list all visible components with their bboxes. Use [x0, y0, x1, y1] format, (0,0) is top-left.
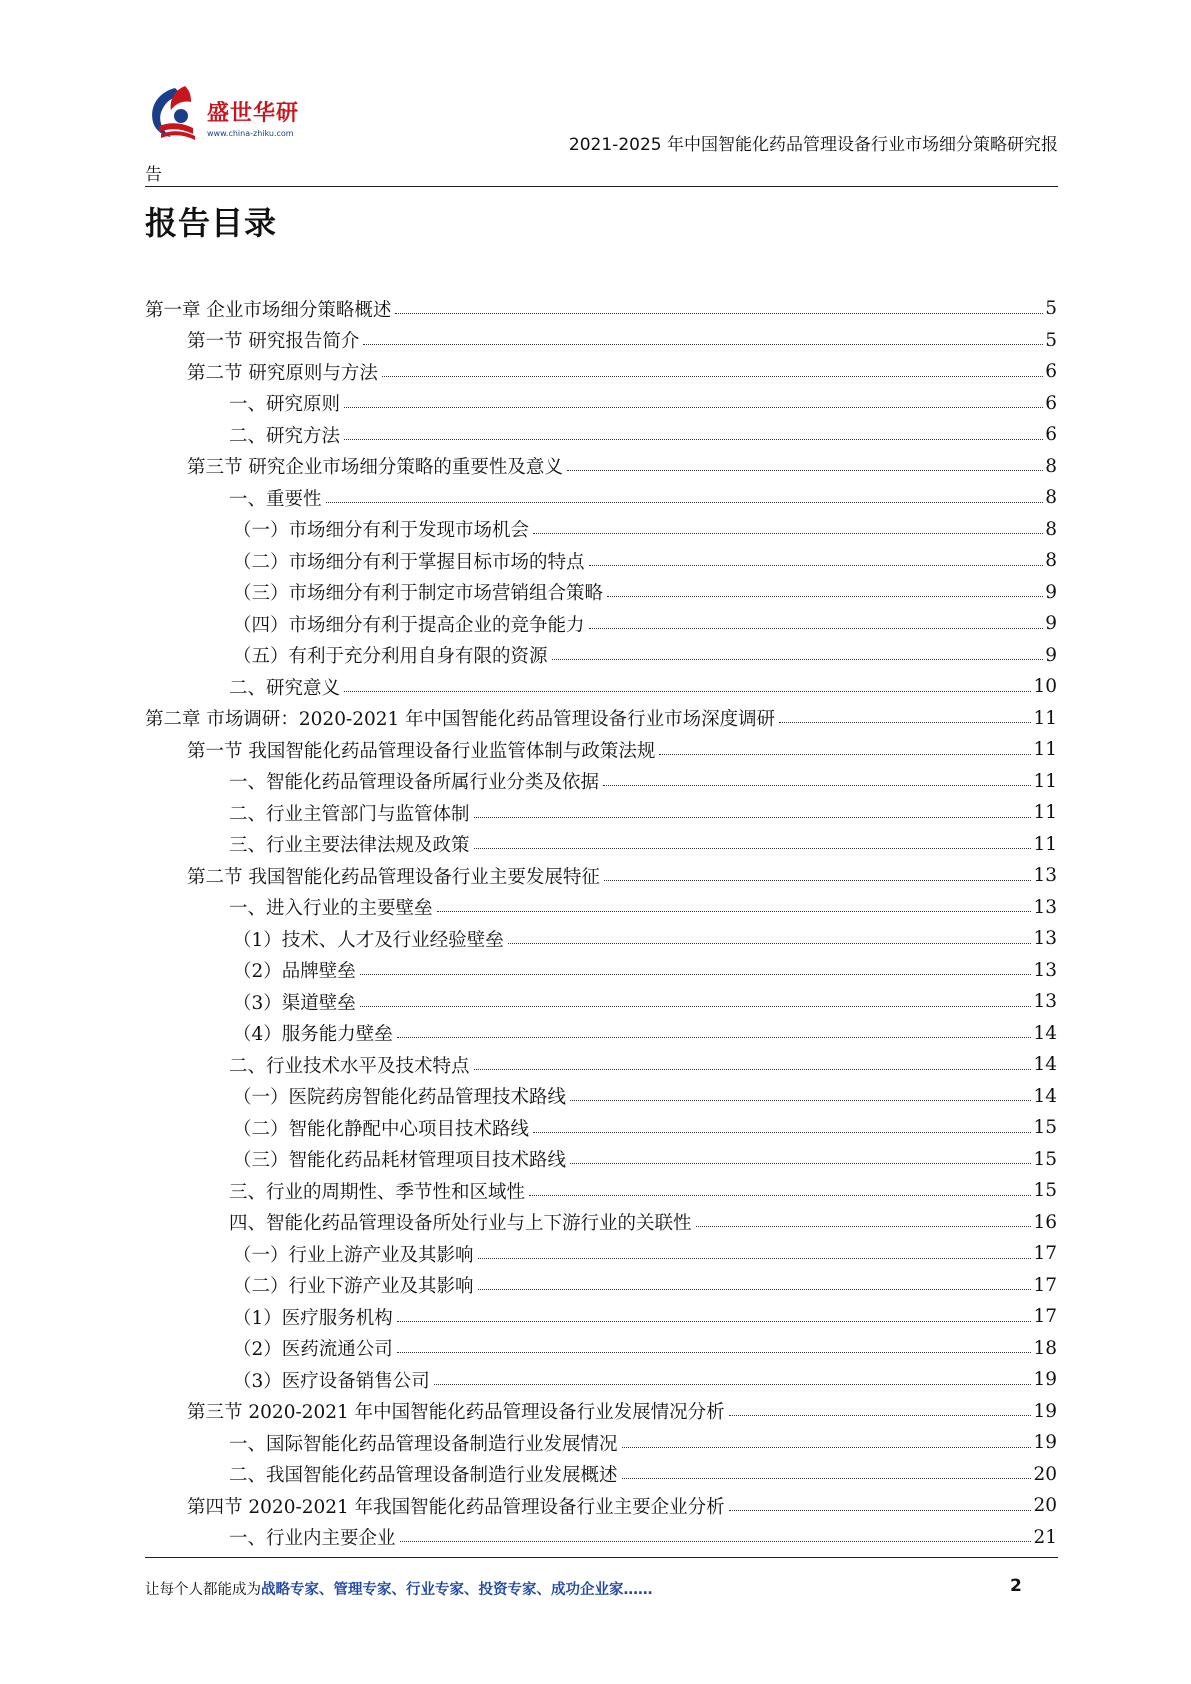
logo-name: 盛世华研: [207, 101, 300, 126]
toc-entry-page: 11: [1033, 770, 1057, 792]
toc-entry-title: 第二节 研究原则与方法: [187, 362, 378, 384]
toc-entry-title: 二、行业技术水平及技术特点: [229, 1055, 470, 1077]
toc-dot-leader: [533, 1131, 1031, 1133]
toc-dot-leader: [434, 1383, 1032, 1385]
toc-entry-page: 13: [1033, 959, 1057, 981]
toc-entry[interactable]: [145, 293, 1057, 325]
toc-entry-page: 15: [1033, 1148, 1057, 1170]
toc-entry[interactable]: [145, 577, 1057, 609]
toc-entry[interactable]: [145, 356, 1057, 388]
toc-entry-page: 6: [1045, 361, 1057, 383]
toc-entry[interactable]: [145, 1144, 1057, 1176]
toc-entry[interactable]: [145, 1081, 1057, 1113]
toc-dot-leader: [779, 721, 1031, 723]
toc-dot-leader: [326, 501, 1044, 503]
toc-entry[interactable]: [145, 388, 1057, 420]
toc-entry-title: 第三节 2020-2021 年中国智能化药品管理设备行业发展情况分析: [187, 1402, 725, 1424]
toc-entry[interactable]: [145, 1459, 1057, 1491]
toc-dot-leader: [589, 627, 1044, 629]
toc-dot-leader: [478, 1257, 1032, 1259]
logo-emblem-icon: [145, 82, 205, 144]
toc-entry-page: 5: [1045, 329, 1057, 351]
toc-entry-title: （1）技术、人才及行业经验壁垒: [233, 929, 504, 951]
toc-entry-title: 一、国际智能化药品管理设备制造行业发展情况: [229, 1433, 618, 1455]
toc-entry-title: 四、智能化药品管理设备所处行业与上下游行业的关联性: [229, 1213, 692, 1235]
toc-entry-title: （一）市场细分有利于发现市场机会: [233, 520, 530, 542]
toc-entry-title: 第二章 市场调研：2020-2021 年中国智能化药品管理设备行业市场深度调研: [145, 709, 776, 731]
company-logo: [145, 82, 315, 150]
footer-slogan-prefix: 让每个人都能成为: [145, 1582, 261, 1598]
toc-dot-leader: [397, 1351, 1032, 1353]
toc-entry[interactable]: [145, 734, 1057, 766]
toc-dot-leader: [607, 595, 1043, 597]
toc-entry-title: （二）智能化静配中心项目技术路线: [233, 1118, 530, 1140]
toc-entry-title: （二）行业下游产业及其影响: [233, 1276, 474, 1298]
footer-slogan: [145, 1578, 653, 1599]
toc-dot-leader: [360, 1005, 1032, 1007]
report-title: 2021-2025 年中国智能化药品管理设备行业市场细分策略研究报: [568, 135, 1058, 155]
toc-entry-page: 20: [1033, 1463, 1057, 1485]
toc-entry[interactable]: [145, 325, 1057, 357]
toc-entry[interactable]: [145, 923, 1057, 955]
toc-entry[interactable]: [145, 545, 1057, 577]
toc-entry-title: 第二节 我国智能化药品管理设备行业主要发展特征: [187, 866, 600, 888]
toc-entry[interactable]: [145, 797, 1057, 829]
toc-entry-title: （三）智能化药品耗材管理项目技术路线: [233, 1150, 567, 1172]
toc-entry-title: 第四节 2020-2021 年我国智能化药品管理设备行业主要企业分析: [187, 1496, 725, 1518]
toc-entry-page: 17: [1033, 1274, 1057, 1296]
toc-entry[interactable]: [145, 1301, 1057, 1333]
toc-dot-leader: [344, 690, 1031, 692]
toc-entry-title: （3）渠道壁垒: [233, 992, 356, 1014]
toc-entry-title: （五）有利于充分利用自身有限的资源: [233, 646, 548, 668]
toc-entry-title: 二、研究意义: [229, 677, 341, 699]
toc-entry-page: 13: [1033, 896, 1057, 918]
toc-entry[interactable]: [145, 766, 1057, 798]
toc-entry-title: 一、研究原则: [229, 394, 341, 416]
toc-entry-title: （4）服务能力壁垒: [233, 1024, 393, 1046]
toc-entry-page: 16: [1033, 1211, 1057, 1233]
toc-entry-title: （2）品牌壁垒: [233, 961, 356, 983]
toc-dot-leader: [400, 1540, 1032, 1542]
toc-dot-leader: [533, 532, 1043, 534]
toc-entry[interactable]: [145, 1175, 1057, 1207]
toc-dot-leader: [659, 753, 1031, 755]
toc-dot-leader: [478, 1288, 1032, 1290]
toc-dot-leader: [570, 1162, 1031, 1164]
toc-entry[interactable]: [145, 419, 1057, 451]
page-heading: 报告目录: [145, 204, 278, 242]
toc-entry-title: 第三节 研究企业市场细分策略的重要性及意义: [187, 457, 563, 479]
toc-dot-leader: [622, 1446, 1032, 1448]
toc-entry-page: 9: [1045, 613, 1057, 635]
footer-slogan-highlight: 战略专家、管理专家、行业专家、投资专家、成功企业家……: [261, 1582, 653, 1598]
toc-dot-leader: [529, 1194, 1031, 1196]
toc-entry[interactable]: [145, 829, 1057, 861]
toc-dot-leader: [474, 847, 1032, 849]
toc-entry-page: 8: [1045, 455, 1057, 477]
toc-dot-leader: [397, 1320, 1032, 1322]
toc-entry-title: （三）市场细分有利于制定市场营销组合策略: [233, 583, 604, 605]
toc-entry[interactable]: [145, 1427, 1057, 1459]
toc-dot-leader: [570, 1099, 1031, 1101]
page-number: 2: [1010, 1576, 1022, 1596]
toc-entry-page: 17: [1033, 1306, 1057, 1328]
toc-entry[interactable]: [145, 640, 1057, 672]
toc-entry[interactable]: [145, 892, 1057, 924]
toc-dot-leader: [552, 658, 1044, 660]
toc-entry-page: 6: [1045, 392, 1057, 414]
toc-dot-leader: [474, 816, 1032, 818]
toc-entry[interactable]: [145, 1333, 1057, 1365]
toc-entry[interactable]: [145, 1238, 1057, 1270]
toc-entry-title: （1）医疗服务机构: [233, 1307, 393, 1329]
toc-entry[interactable]: [145, 1364, 1057, 1396]
toc-entry[interactable]: [145, 1270, 1057, 1302]
toc-entry[interactable]: [145, 1049, 1057, 1081]
toc-entry-title: 一、进入行业的主要壁垒: [229, 898, 433, 920]
toc-entry-page: 13: [1033, 928, 1057, 950]
toc-entry-page: 11: [1033, 739, 1057, 761]
toc-entry-title: 一、行业内主要企业: [229, 1528, 396, 1550]
toc-entry-page: 14: [1033, 1022, 1057, 1044]
toc-dot-leader: [395, 312, 1043, 314]
toc-entry-page: 15: [1033, 1180, 1057, 1202]
toc-entry[interactable]: [145, 1396, 1057, 1428]
toc-dot-leader: [397, 1036, 1032, 1038]
toc-entry-title: 第一节 研究报告简介: [187, 331, 360, 353]
toc-dot-leader: [344, 406, 1043, 408]
toc-entry[interactable]: [145, 1207, 1057, 1239]
toc-entry-title: 二、行业主管部门与监管体制: [229, 803, 470, 825]
report-title-continuation: 告: [145, 165, 162, 185]
toc-entry-page: 20: [1033, 1495, 1057, 1517]
toc-entry-page: 17: [1033, 1243, 1057, 1265]
table-of-contents: [145, 293, 1057, 1553]
toc-entry-page: 11: [1033, 833, 1057, 855]
toc-entry-page: 14: [1033, 1054, 1057, 1076]
toc-dot-leader: [363, 343, 1043, 345]
toc-dot-leader: [589, 564, 1044, 566]
toc-dot-leader: [382, 375, 1043, 377]
toc-entry-title: （2）医药流通公司: [233, 1339, 393, 1361]
page-header: [145, 82, 1058, 190]
toc-entry-title: （一）行业上游产业及其影响: [233, 1244, 474, 1266]
logo-url: www.china-zhiku.com: [207, 129, 294, 138]
toc-dot-leader: [729, 1509, 1032, 1511]
toc-entry-page: 9: [1045, 581, 1057, 603]
toc-entry-page: 19: [1033, 1369, 1057, 1391]
toc-entry-title: 第一节 我国智能化药品管理设备行业监管体制与政策法规: [187, 740, 656, 762]
toc-entry-page: 8: [1045, 487, 1057, 509]
toc-entry[interactable]: [145, 514, 1057, 546]
toc-entry-page: 11: [1033, 707, 1057, 729]
toc-entry-page: 8: [1045, 518, 1057, 540]
toc-entry-page: 14: [1033, 1085, 1057, 1107]
toc-entry-title: （四）市场细分有利于提高企业的竞争能力: [233, 614, 585, 636]
toc-entry-page: 6: [1045, 424, 1057, 446]
toc-dot-leader: [508, 942, 1032, 944]
toc-entry-page: 19: [1033, 1400, 1057, 1422]
toc-entry[interactable]: [145, 608, 1057, 640]
toc-entry-title: （二）市场细分有利于掌握目标市场的特点: [233, 551, 585, 573]
toc-entry[interactable]: [145, 1522, 1057, 1554]
toc-entry-page: 18: [1033, 1337, 1057, 1359]
toc-entry-page: 5: [1045, 298, 1057, 320]
toc-entry-title: 三、行业主要法律法规及政策: [229, 835, 470, 857]
toc-dot-leader: [604, 879, 1032, 881]
toc-entry[interactable]: [145, 1112, 1057, 1144]
toc-entry[interactable]: [145, 703, 1057, 735]
toc-dot-leader: [360, 973, 1032, 975]
toc-dot-leader: [729, 1414, 1032, 1416]
toc-entry-page: 21: [1033, 1526, 1057, 1548]
toc-dot-leader: [622, 1477, 1032, 1479]
toc-entry-page: 8: [1045, 550, 1057, 572]
toc-entry-page: 19: [1033, 1432, 1057, 1454]
toc-dot-leader: [474, 1068, 1032, 1070]
toc-entry[interactable]: [145, 986, 1057, 1018]
toc-dot-leader: [603, 784, 1031, 786]
toc-entry-page: 9: [1045, 644, 1057, 666]
toc-entry-page: 13: [1033, 991, 1057, 1013]
toc-entry-title: 二、研究方法: [229, 425, 341, 447]
toc-entry-page: 10: [1033, 676, 1057, 698]
header-divider: [145, 186, 1058, 187]
toc-entry[interactable]: [145, 860, 1057, 892]
toc-entry-page: 15: [1033, 1117, 1057, 1139]
toc-dot-leader: [437, 910, 1032, 912]
toc-dot-leader: [696, 1225, 1032, 1227]
toc-entry-page: 11: [1033, 802, 1057, 824]
toc-entry-title: （一）医院药房智能化药品管理技术路线: [233, 1087, 567, 1109]
toc-entry[interactable]: [145, 1490, 1057, 1522]
toc-entry[interactable]: [145, 671, 1057, 703]
toc-entry-title: 一、重要性: [229, 488, 322, 510]
toc-dot-leader: [344, 438, 1043, 440]
toc-entry-page: 13: [1033, 865, 1057, 887]
toc-entry-title: 二、我国智能化药品管理设备制造行业发展概述: [229, 1465, 618, 1487]
toc-entry-title: 三、行业的周期性、季节性和区域性: [229, 1181, 526, 1203]
toc-dot-leader: [567, 469, 1043, 471]
toc-entry[interactable]: [145, 955, 1057, 987]
toc-entry-title: （3）医疗设备销售公司: [233, 1370, 430, 1392]
toc-entry[interactable]: [145, 482, 1057, 514]
toc-entry[interactable]: [145, 451, 1057, 483]
toc-entry-title: 第一章 企业市场细分策略概述: [145, 299, 392, 321]
toc-entry-title: 一、智能化药品管理设备所属行业分类及依据: [229, 772, 600, 794]
footer-divider: [145, 1557, 1058, 1558]
toc-entry[interactable]: [145, 1018, 1057, 1050]
